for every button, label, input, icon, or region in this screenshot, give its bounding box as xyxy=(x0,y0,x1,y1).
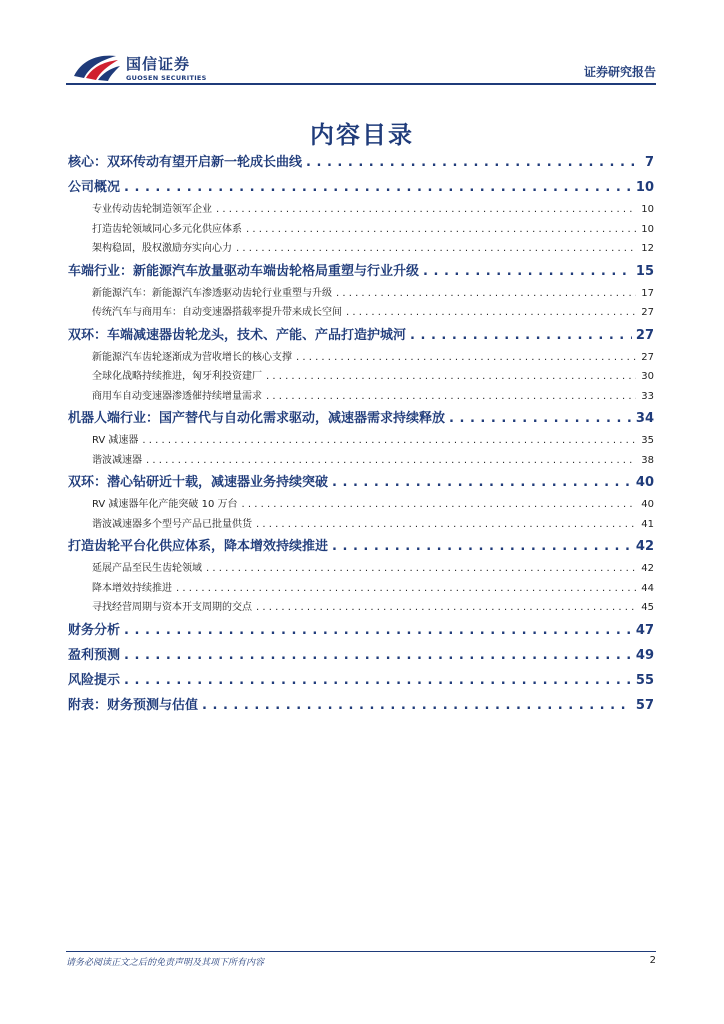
toc-subsection-entry[interactable] xyxy=(66,200,656,220)
toc-section-entry[interactable] xyxy=(66,693,656,718)
toc-dot-leader xyxy=(346,303,636,323)
toc-entry-title: 全球化战略持续推进，匈牙利投资建厂 xyxy=(92,371,262,382)
toc-dot-leader xyxy=(142,431,636,451)
toc-dot-leader xyxy=(266,387,636,407)
toc-entry-title: 延展产品至民生齿轮领域 xyxy=(92,563,202,574)
toc-entry-page: 49 xyxy=(635,647,654,663)
toc-entry-page: 30 xyxy=(641,371,654,382)
toc-dot-leader xyxy=(410,323,632,348)
toc-subsection-entry[interactable] xyxy=(66,387,656,407)
toc-entry-title: 财务分析 xyxy=(68,622,121,638)
toc-dot-leader xyxy=(242,495,636,515)
toc-subsection-entry[interactable] xyxy=(66,559,656,579)
toc-dot-leader xyxy=(124,618,632,643)
toc-entry-title: 寻找经营周期与资本开支周期的交点 xyxy=(92,602,252,613)
toc-entry-title: 降本增效持续推进 xyxy=(92,582,172,594)
toc-entry-page: 40 xyxy=(641,499,654,510)
toc-subsection-entry[interactable] xyxy=(66,367,656,387)
toc-subsection-entry[interactable] xyxy=(66,579,656,599)
toc-entry-page: 10 xyxy=(635,180,654,195)
toc-subsection-entry[interactable] xyxy=(66,303,656,323)
toc-subsection-entry[interactable] xyxy=(66,348,656,368)
toc-dot-leader xyxy=(332,470,632,495)
toc-entry-title: 商用车自动变速器渗透催持续增量需求 xyxy=(92,390,262,402)
toc-dot-leader xyxy=(306,150,636,175)
table-of-contents xyxy=(66,150,656,718)
toc-section-entry[interactable] xyxy=(66,668,656,693)
guosen-logo-icon xyxy=(72,52,122,82)
toc-dot-leader xyxy=(256,598,636,618)
toc-entry-page: 38 xyxy=(641,454,654,466)
toc-entry-title: 附表：财务预测与估值 xyxy=(68,697,199,713)
toc-entry-title: 打造齿轮领域同心多元化供应体系 xyxy=(92,223,242,235)
toc-entry-page: 10 xyxy=(641,204,654,215)
toc-section-entry[interactable] xyxy=(66,259,656,284)
toc-section-entry[interactable] xyxy=(66,534,656,559)
toc-dot-leader xyxy=(246,220,636,240)
toc-entry-page: 27 xyxy=(635,327,654,343)
toc-dot-leader xyxy=(256,515,636,535)
toc-section-entry[interactable] xyxy=(66,175,656,200)
page-number: 2 xyxy=(649,955,656,966)
toc-dot-leader xyxy=(202,693,632,718)
toc-entry-page: 27 xyxy=(641,307,654,318)
toc-entry-title: 双环：潜心钻研近十载，减速器业务持续突破 xyxy=(68,475,329,490)
toc-entry-page: 44 xyxy=(641,582,654,594)
toc-entry-title: 谐波减速器多个型号产品已批量供货 xyxy=(92,518,252,530)
toc-subsection-entry[interactable] xyxy=(66,515,656,535)
toc-dot-leader xyxy=(124,643,632,668)
logo-chinese-text: 国信证券 xyxy=(126,55,191,73)
toc-section-entry[interactable] xyxy=(66,470,656,495)
logo-english-text: GUOSEN SECURITIES xyxy=(126,74,207,82)
toc-section-entry[interactable] xyxy=(66,618,656,643)
toc-entry-page: 27 xyxy=(641,351,654,363)
toc-entry-title: RV 减速器 xyxy=(92,435,139,446)
toc-entry-page: 57 xyxy=(635,697,654,713)
toc-dot-leader xyxy=(332,534,632,559)
toc-entry-title: 传统汽车与商用车：自动变速器搭载率提升带来成长空间 xyxy=(92,307,342,318)
toc-dot-leader xyxy=(236,239,636,259)
toc-subsection-entry[interactable] xyxy=(66,239,656,259)
toc-entry-page: 33 xyxy=(641,390,654,402)
toc-entry-page: 47 xyxy=(635,622,654,638)
toc-section-entry[interactable] xyxy=(66,150,656,175)
toc-entry-page: 35 xyxy=(641,435,654,446)
toc-entry-page: 55 xyxy=(635,672,654,688)
toc-entry-title: 打造齿轮平台化供应体系，降本增效持续推进 xyxy=(68,539,329,554)
toc-entry-title: 架构稳固，股权激励夯实向心力 xyxy=(92,243,232,254)
toc-subsection-entry[interactable] xyxy=(66,220,656,240)
toc-section-entry[interactable] xyxy=(66,406,656,431)
toc-entry-title: 谐波减速器 xyxy=(92,454,142,466)
toc-dot-leader xyxy=(124,668,632,693)
toc-subsection-entry[interactable] xyxy=(66,598,656,618)
toc-dot-leader xyxy=(336,284,636,304)
toc-entry-title: 机器人端行业：国产替代与自动化需求驱动，减速器需求持续释放 xyxy=(68,411,446,426)
toc-subsection-entry[interactable] xyxy=(66,451,656,471)
toc-entry-page: 42 xyxy=(641,563,654,574)
toc-entry-title: 新能源汽车齿轮逐渐成为营收增长的核心支撑 xyxy=(92,351,292,363)
disclaimer-note: 请务必阅读正文之后的免责声明及其项下所有内容 xyxy=(66,958,265,968)
toc-entry-title: 双环：车端减速器齿轮龙头，技术、产能、产品打造护城河 xyxy=(68,327,407,343)
toc-entry-page: 40 xyxy=(635,475,654,490)
footer-divider xyxy=(66,951,656,952)
toc-dot-leader xyxy=(176,579,636,599)
toc-dot-leader xyxy=(423,259,632,284)
toc-entry-page: 12 xyxy=(641,243,654,254)
toc-dot-leader xyxy=(124,175,632,200)
toc-subsection-entry[interactable] xyxy=(66,431,656,451)
toc-entry-page: 7 xyxy=(644,155,654,170)
toc-entry-page: 42 xyxy=(635,539,654,554)
toc-subsection-entry[interactable] xyxy=(66,495,656,515)
toc-title: 内容目录 xyxy=(310,121,414,149)
toc-entry-page: 10 xyxy=(641,223,654,235)
toc-entry-title: 专业传动齿轮制造领军企业 xyxy=(92,204,212,215)
toc-dot-leader xyxy=(216,200,636,220)
toc-dot-leader xyxy=(206,559,636,579)
toc-entry-title: 车端行业：新能源汽车放量驱动车端齿轮格局重塑与行业升级 xyxy=(68,263,420,279)
toc-entry-title: 风险提示 xyxy=(68,672,121,688)
header-divider xyxy=(66,83,656,85)
report-type-label: 证券研究报告 xyxy=(583,65,656,79)
toc-dot-leader xyxy=(266,367,636,387)
toc-entry-title: 核心：双环传动有望开启新一轮成长曲线 xyxy=(68,155,303,170)
toc-section-entry[interactable] xyxy=(66,643,656,668)
toc-entry-page: 41 xyxy=(641,518,654,530)
page-header xyxy=(0,0,724,90)
toc-entry-title: 新能源汽车：新能源汽车渗透驱动齿轮行业重塑与升级 xyxy=(92,287,332,299)
toc-dot-leader xyxy=(449,406,632,431)
guosen-logo xyxy=(72,52,232,84)
toc-entry-page: 34 xyxy=(635,411,654,426)
toc-entry-page: 15 xyxy=(635,263,654,279)
toc-entry-title: RV 减速器年化产能突破 10 万台 xyxy=(92,499,238,510)
toc-entry-title: 公司概况 xyxy=(68,180,121,195)
toc-entry-page: 45 xyxy=(641,602,654,613)
toc-entry-page: 17 xyxy=(641,287,654,299)
toc-dot-leader xyxy=(146,451,636,471)
toc-dot-leader xyxy=(296,348,636,368)
toc-entry-title: 盈利预测 xyxy=(68,647,121,663)
toc-section-entry[interactable] xyxy=(66,323,656,348)
toc-subsection-entry[interactable] xyxy=(66,284,656,304)
